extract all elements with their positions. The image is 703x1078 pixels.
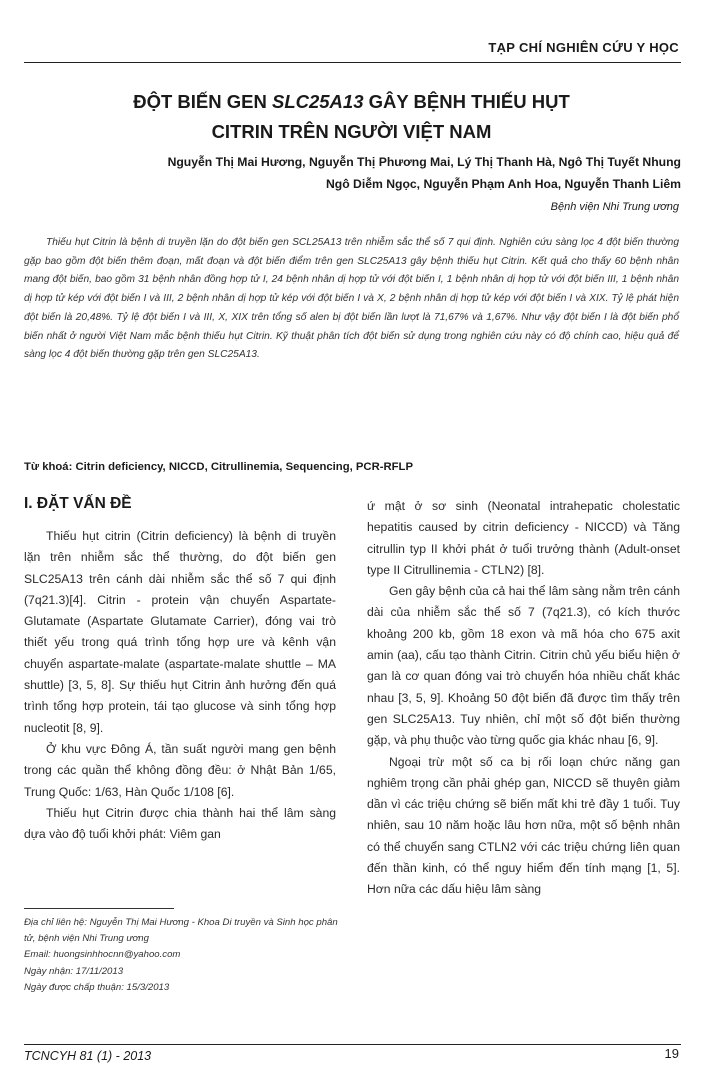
paragraph: Thiếu hụt citrin (Citrin deficiency) là bệnh di truyền lặn trên nhiễm sắc thể thường, do đột biến gen SLC25A13 trên cánh dài nhiễm sắc thể số 7 qui định (7q21.3)[4]. Citrin - protein vận chuyển Aspartate-Glutamate (Aspartate Glutamate Carrier), đóng vai trò thiết yếu trong quá trình tổng hợp ure và kênh vận chuyển aspartate-malate (aspartate-malate shuttle – MA shuttle) [3, 5, 8]. Sự thiếu hụt Citrin ảnh hưởng đến quá trình tổng hợp protein, tái tạo glucose và sinh tổng hợp nucleotit [8, 9]. [24,529,336,735]
abstract: Thiếu hụt Citrin là bệnh di truyền lặn do đột biến gen SCL25A13 trên nhiễm sắc thể số 7 qui định. Nghiên cứu sàng lọc 4 đột biến thường gặp bao gồm đột biến thêm đoạn, mất đoạn và đột biến điểm trên gen SLC25A13 gây bệnh thiếu hụt Citrin. Kết quả cho thấy 60 bệnh nhân mang đột biến, bao gồm 31 bệnh nhân đồng hợp tử I, 24 bệnh nhân dị hợp tử với đột biến I, 1 bệnh nhân dị hợp tử với đột biến III, 1 bệnh nhân dị hợp tử kép với đột biến I và III, 2 bệnh nhân dị hợp tử kép với đột biến I và X, 2 bệnh nhân dị hợp tử kép với đột biến I và XIX. Tỷ lệ phát hiện đột biến là 20,48%. Tỷ lệ đột biến I và III, X, XIX trên tổng số alen bị đột biến lần lượt là 71,67% và 1,67%. Như vậy đột biến I là đột biến phổ biến nhất ở người Việt Nam mắc bệnh thiếu hụt Citrin. Kỹ thuật phân tích đột biến sử dụng trong nghiên cứu này có độ chính cao, hiệu quả để sàng lọc 4 đột biến thường gặp trên gen SLC25A13. [24,237,679,361]
journal-name: TẠP CHÍ NGHIÊN CỨU Y HỌC [488,40,679,55]
keywords [24,461,413,473]
left-column [24,526,336,845]
keywords-text: Citrin deficiency, NICCD, Citrullinemia, Sequencing, PCR-RFLP [72,461,413,473]
footnote-received: Ngày nhận: 17/11/2013 [24,965,124,977]
footnote-rule [24,908,174,909]
authors-line-2: Ngô Diễm Ngọc, Nguyễn Phạm Anh Hoa, Nguyễn Thanh Liêm [325,177,681,191]
right-column [367,496,680,901]
paragraph: Ngoại trừ một số ca bị rối loạn chức năng gan nghiêm trọng cần phải ghép gan, NICCD sẽ thuyên giảm dần vì các triệu chứng sẽ biến mất khi trẻ đầy 1 tuổi. Tuy nhiên, sau 10 năm hoặc lâu hơn nữa, một số bệnh nhân có thể chuyển sang CTLN2 với các triệu chứng liên quan đến thần kinh, có thể nguy hiểm đến tính mạng [1, 5]. Hơn nữa các dấu hiệu lâm sàng [367,754,680,897]
article-title-line-1: ĐỘT BIẾN GEN SLC25A13 GÂY BỆNH THIẾU HỤT [133,91,570,112]
header-rule [24,62,681,63]
paragraph: Gen gây bệnh của cả hai thể lâm sàng nằm trên cánh dài của nhiễm sắc thể số 7 (7q21.3), có kích thước khoảng 200 kb, gồm 18 exon và mã hóa cho 675 axit amin (aa), cấu tạo thành Citrin. Citrin chủ yếu biểu hiện ở gan là cơ quan đóng vai trò chuyển hóa nhiều chất khác nhau [3, 5, 9]. Khoảng 50 đột biến đã được tìm thấy trên gen SLC25A13. Tuy nhiên, chỉ một số đột biến thường gặp, và phụ thuộc vào từng quốc gia khác nhau [6, 9]. [367,584,680,748]
journal-issue: TCNCYH 81 (1) - 2013 [24,1049,152,1063]
article-title-line-2: CITRIN TRÊN NGƯỜI VIỆT NAM [211,121,492,142]
gene-name: SLC25A13 [271,91,364,112]
footer-rule [24,1044,681,1045]
paragraph: ứ mật ở sơ sinh (Neonatal intrahepatic cholestatic hepatitis caused by citrin deficiency - NICCD) và Tăng citrullin typ II khởi phát ở tuổi trưởng thành (Adult-onset type II Citrullinemia - CTLN2) [8]. [367,499,680,577]
section-heading: I. ĐẶT VẤN ĐỀ [24,495,132,512]
page-number: 19 [664,1046,679,1061]
footnote [24,915,342,996]
footnote-email: Email: huongsinhhocnn@yahoo.com [24,949,181,961]
footnote-contact: Địa chỉ liên hệ: Nguyễn Thị Mai Hương - Khoa Di truyền và Sinh học phân tử, bệnh viện Nhi Trung ương [24,917,338,945]
paragraph: Thiếu hụt Citrin được chia thành hai thể lâm sàng dựa vào độ tuổi khởi phát: Viêm gan [24,805,336,842]
footnote-accepted: Ngày được chấp thuận: 15/3/2013 [24,981,170,993]
paragraph: Ở khu vực Đông Á, tần suất người mang gen bệnh trong các quần thể không đồng đều: ở Nhật Bản 1/65, Trung Quốc: 1/63, Hàn Quốc 1/108 [6]. [24,741,336,799]
affiliation: Bệnh viện Nhi Trung ương [550,201,679,213]
keywords-label: Từ khoá: [24,461,73,473]
authors-line-1: Nguyễn Thị Mai Hương, Nguyễn Thị Phương Mai, Lý Thị Thanh Hà, Ngô Thị Tuyết Nhung [167,155,681,169]
